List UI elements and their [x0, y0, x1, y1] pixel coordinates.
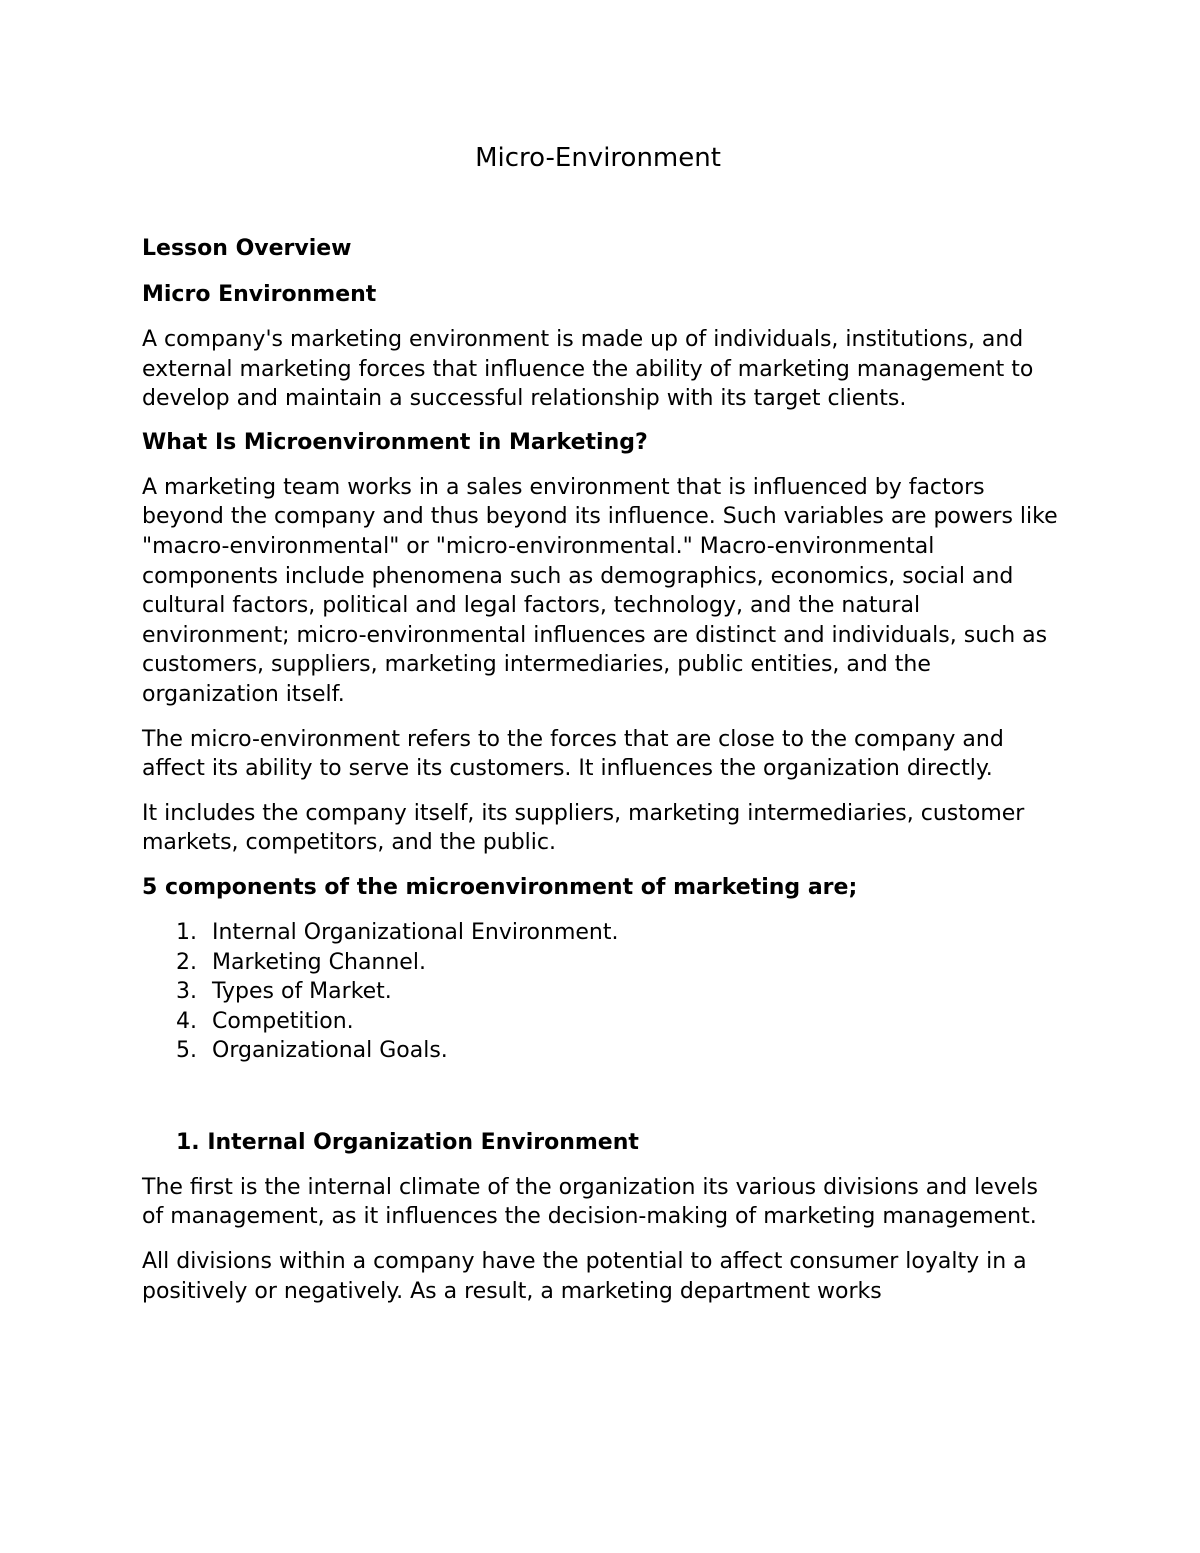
- list-text: Marketing Channel.: [212, 949, 426, 975]
- paragraph-definition: A company's marketing environment is made up of individuals, institutions, and external marketing forces that influence the ability of marketing management to develop and maintain a successful relationship with its target clients.: [142, 327, 1034, 412]
- list-number: 2.: [176, 949, 197, 975]
- list-number: 3.: [176, 979, 197, 1005]
- document-title: Micro-Environment: [475, 143, 721, 173]
- list-number: 1.: [176, 919, 197, 945]
- list-text: Types of Market.: [212, 979, 392, 1005]
- paragraph-micro-forces: The micro-environment refers to the forces that are close to the company and affect its ability to serve its customers. It influences the organization directly.: [142, 726, 1004, 782]
- list-number: 5.: [176, 1038, 197, 1064]
- paragraph-marketing-team: A marketing team works in a sales environment that is influenced by factors beyond the company and thus beyond its influence. Such variables are powers like "macro-environmental" or "micro-environmental." Macro-environmental components include phenomena such as demographics, economics, social and cultural factors, political and legal factors, technology, and the natural environment; micro-environmental influences are distinct and individuals, such as customers, suppliers, marketing intermediaries, public entities, and the organization itself.: [142, 474, 1058, 707]
- list-number: 4.: [176, 1008, 197, 1034]
- paragraph-all-divisions: All divisions within a company have the potential to affect consumer loyalty in a positively or negatively. As a result, a marketing department works: [142, 1249, 1027, 1304]
- components-list: [142, 918, 1062, 1066]
- list-item: [142, 918, 1062, 948]
- document-page: [142, 138, 1062, 1306]
- list-item: [142, 977, 1062, 1007]
- lesson-overview-heading: Lesson Overview: [142, 236, 352, 261]
- components-heading: 5 components of the microenvironment of marketing are;: [142, 874, 858, 900]
- list-item: [142, 1036, 1062, 1066]
- paragraph-internal-climate: The first is the internal climate of the organization its various divisions and levels of management, as it influences the decision-making of marketing management.: [142, 1174, 1038, 1230]
- list-text: Competition.: [212, 1008, 354, 1034]
- list-item: [142, 1007, 1062, 1037]
- section-1-heading: 1. Internal Organization Environment: [176, 1129, 639, 1155]
- micro-environment-heading: Micro Environment: [142, 282, 377, 307]
- list-text: Organizational Goals.: [212, 1038, 448, 1064]
- list-text: Internal Organizational Environment.: [212, 919, 619, 945]
- list-item: [142, 948, 1062, 978]
- what-is-microenvironment-heading: What Is Microenvironment in Marketing?: [142, 429, 648, 455]
- paragraph-includes: It includes the company itself, its suppliers, marketing intermediaries, customer markets, competitors, and the public.: [142, 800, 1025, 856]
